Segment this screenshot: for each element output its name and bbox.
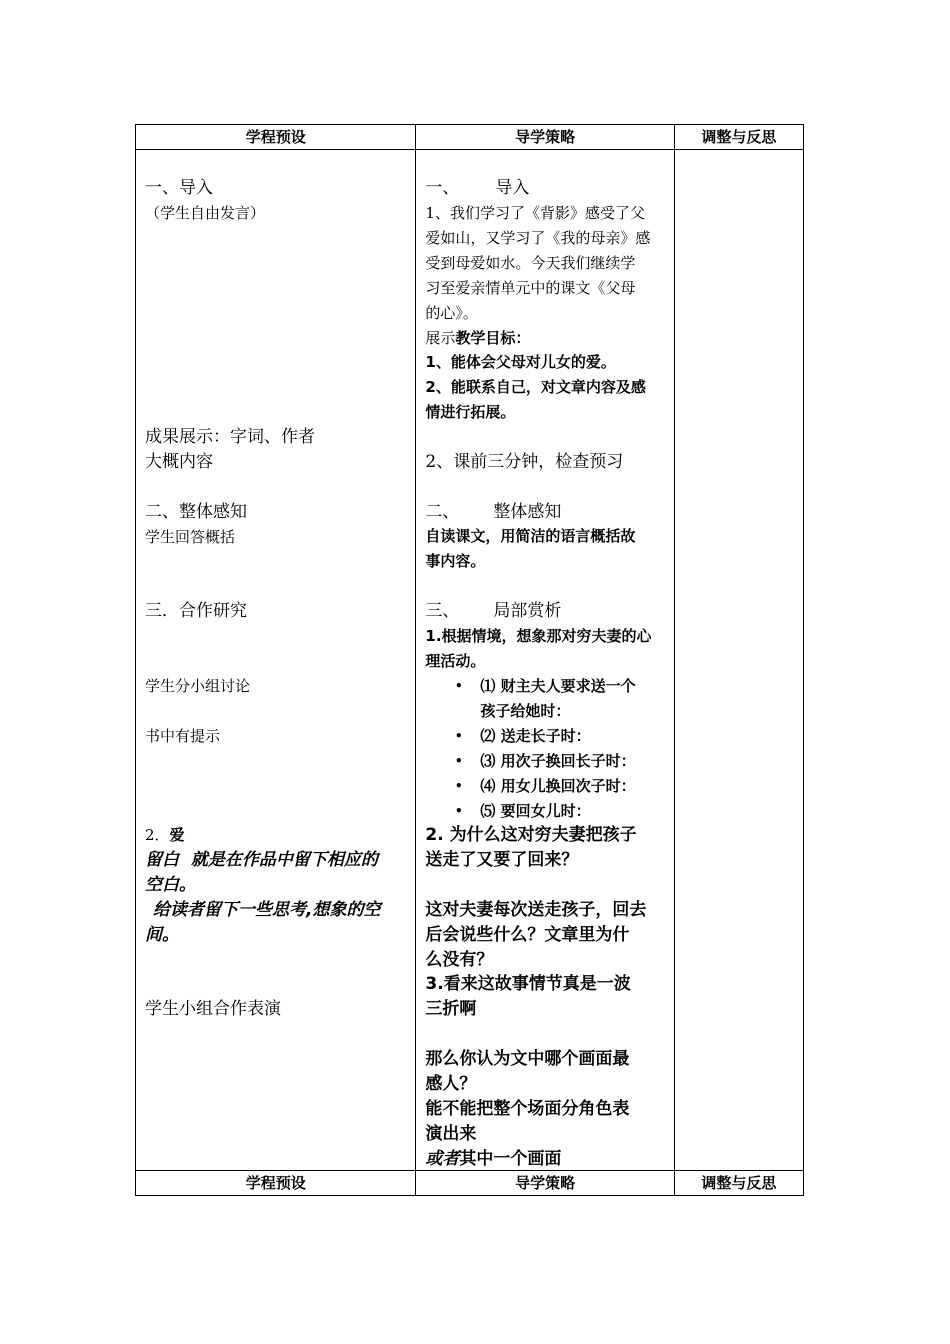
mid-goal-heading	[425, 326, 530, 350]
bullet-dot: •	[454, 677, 464, 695]
mid-goal2-line2: 情进行拓展。	[425, 403, 516, 421]
left-blank-line4: 间。	[145, 925, 179, 945]
header-col-strategy: 导学策略	[416, 125, 674, 150]
mid-s2-num: 二、	[425, 502, 460, 522]
plan-cell	[136, 150, 416, 1171]
mid-q2b-line1: 这对夫妻每次送走孩子，回去	[425, 900, 647, 920]
left-s2-title: 二、整体感知	[145, 502, 247, 522]
mid-goal1: 1、能体会父母对儿女的爱。	[425, 353, 616, 371]
mid-s2-line2: 事内容。	[425, 552, 486, 570]
bullet-dot: •	[454, 802, 464, 820]
table-body-row	[136, 150, 804, 1171]
header-col-plan: 学程预设	[136, 125, 416, 150]
left-s1-note: （学生自由发言）	[145, 204, 266, 222]
mid-q4-line2: 感人？	[425, 1074, 477, 1094]
strategy-cell	[416, 150, 674, 1171]
left-s1-title: 一、导入	[145, 178, 213, 198]
footer-col-plan: 学程预设	[136, 1171, 416, 1196]
left-perform: 学生小组合作表演	[145, 999, 281, 1019]
left-love-word: 爱	[169, 826, 185, 844]
mid-intro-line: 的心》。	[425, 304, 478, 322]
left-s3-note2: 书中有提示	[145, 727, 221, 745]
mid-intro-line: 1、我们学习了《背影》感受了父	[425, 204, 645, 222]
mid-bullet-item: ⑷ 用女儿换回次子时：	[480, 777, 636, 795]
mid-q5-line2: 演出来	[425, 1124, 477, 1144]
mid-bullet-item: ⑵ 送走长子时：	[480, 727, 591, 745]
mid-q4-line1: 那么你认为文中哪个画面最	[425, 1049, 630, 1069]
left-love-num: 2．	[145, 826, 170, 844]
mid-bullet-item-cont: 孩子给她时：	[480, 702, 571, 720]
left-blank-line1a: 留白	[145, 850, 179, 870]
mid-intro-line: 受到母爱如水。今天我们继续学	[425, 254, 636, 272]
mid-q6-a: 或者	[425, 1149, 460, 1169]
table-footer-row	[136, 1171, 804, 1196]
bullet-dot: •	[454, 777, 464, 795]
mid-q6-line	[425, 1147, 561, 1171]
mid-s1-title: 导入	[495, 178, 530, 198]
mid-q6-b: 其中一个画面	[459, 1149, 562, 1169]
bullet-dot: •	[454, 752, 464, 770]
mid-q2b-line2: 后会说些什么？文章里为什	[425, 925, 630, 945]
footer-col-reflection: 调整与反思	[674, 1171, 803, 1196]
mid-preview: 2、课前三分钟，检查预习	[425, 452, 624, 472]
mid-bullet-item: ⑸ 要回女儿时：	[480, 802, 591, 820]
mid-q3-line2: 三折啊	[425, 999, 477, 1019]
mid-q1-line1: 1.根据情境，想象那对穷夫妻的心	[425, 627, 652, 645]
mid-s3-title: 局部赏析	[493, 601, 562, 621]
left-result-line2: 大概内容	[145, 452, 213, 472]
mid-intro-line: 爱如山，又学习了《我的母亲》感	[425, 229, 651, 247]
mid-s1-heading	[425, 176, 529, 200]
mid-q2b-line3: 么没有？	[425, 950, 494, 970]
footer-col-strategy: 导学策略	[416, 1171, 674, 1196]
bullet-dot: •	[454, 727, 464, 745]
mid-q3-line1: 3.看来这故事情节真是一波	[425, 974, 631, 994]
mid-bullet-item: ⑴ 财主夫人要求送一个	[480, 677, 636, 695]
left-s3-note1: 学生分小组讨论	[145, 677, 251, 695]
mid-q2-line1: 2. 为什么这对穷夫妻把孩子	[425, 825, 637, 845]
left-blank-line1b: 就是在作品中留下相应的	[190, 850, 378, 870]
mid-s3-num: 三、	[425, 601, 460, 621]
header-col-reflection: 调整与反思	[674, 125, 803, 150]
left-s3-title: 三．合作研究	[145, 601, 247, 621]
mid-goal-prefix: 展示	[425, 329, 456, 347]
mid-goal-label: 教学目标：	[455, 329, 531, 347]
mid-s2-title: 整体感知	[493, 502, 562, 522]
table-header-row	[136, 125, 804, 150]
reflection-cell	[674, 150, 803, 1171]
mid-q1-line2: 理活动。	[425, 652, 486, 670]
left-blank-line2: 空白。	[145, 875, 196, 895]
mid-bullet-item: ⑶ 用次子换回长子时：	[480, 752, 636, 770]
mid-intro-line: 习至爱亲情单元中的课文《父母	[425, 279, 636, 297]
mid-s2-line1: 自读课文，用简洁的语言概括故	[425, 527, 636, 545]
mid-q2-line2: 送走了又要了回来？	[425, 850, 579, 870]
mid-q5-line1: 能不能把整个场面分角色表	[425, 1099, 630, 1119]
left-love-line	[145, 823, 185, 847]
mid-s3-heading	[425, 599, 561, 623]
mid-s2-heading	[425, 500, 561, 524]
mid-s1-num: 一、	[425, 178, 460, 198]
left-blank-line3: 给读者留下一些思考,想象的空	[153, 900, 381, 920]
lesson-plan-table	[135, 124, 804, 1196]
left-result-line1: 成果展示：字词、作者	[145, 427, 315, 447]
left-s2-note: 学生回答概括	[145, 528, 236, 546]
mid-goal2-line1: 2、能联系自己，对文章内容及感	[425, 378, 646, 396]
left-blank-line1	[145, 848, 378, 872]
